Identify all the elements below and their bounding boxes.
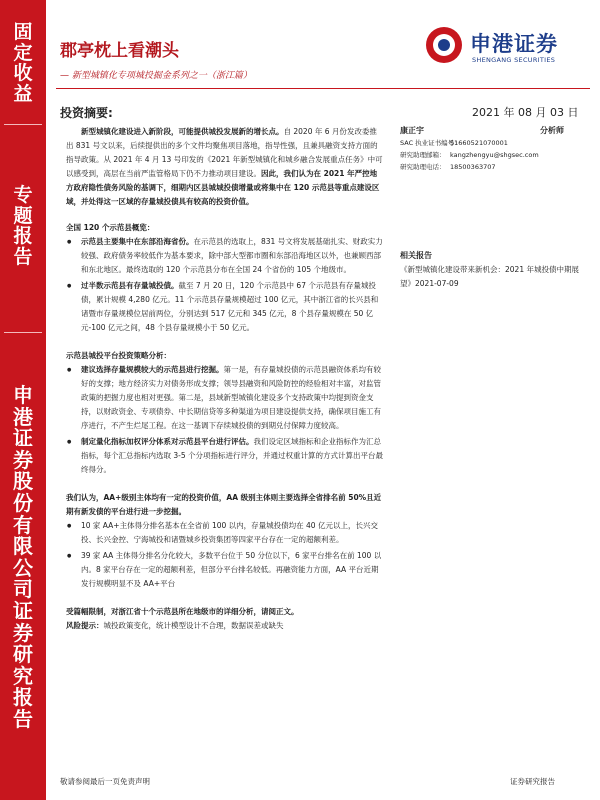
- header-divider: [56, 88, 590, 89]
- info-value: S1660521070001: [450, 139, 508, 147]
- sidebar-char: 告: [13, 706, 33, 731]
- analyst-info-row: [400, 137, 592, 149]
- bullet-list: [66, 519, 384, 591]
- risk-text: 城投政策变化，统计模型设计不合理，数据误差或缺失: [103, 621, 284, 630]
- sidebar-report-type: [0, 185, 46, 267]
- main-content: [66, 125, 384, 633]
- sidebar-char: 告: [13, 245, 33, 268]
- analyst-panel: [400, 124, 592, 173]
- bullet-list: [66, 363, 384, 477]
- bullet-lead: 建议选择存量规模较大的示范县进行挖掘。: [81, 365, 224, 374]
- section-heading: 全国 120 个示范县概览：: [66, 223, 155, 232]
- sidebar-char: 证: [13, 426, 33, 451]
- bullet-text: 第一是，有存量城投债的示范县融资体系均有较好的支撑；地方经济实力对债务形成支撑；领导县融资和风险防控的经验相对丰富，对监管政策的把握力度也相对更强。第二是，县域新型城镇化建设多个支持政策中均提到资金支持，以财政资金、专项债券、中长期信贷等多种渠道为项目建设提供支持，确保项目施工有序进行，不产生烂尾工程。在这一基调下存续城投债的到期兑付保障力度较高。: [81, 365, 381, 430]
- section-heading: 示范县城投平台投资策略分析：: [66, 351, 171, 360]
- intro-conclusion: 因此，我们认为在 2021 年严控地方政府隐性债务风险的基调下，细期内区县城城投债增量或将集中在 120 示范县等重点建设区域，并处得这一区域的存量城投债具有较高的投资价值。: [66, 169, 380, 206]
- info-key: 研究助理电话：: [400, 163, 446, 171]
- logo-text-cn: 申港证券: [470, 31, 558, 56]
- sidebar-divider: [4, 332, 42, 333]
- intro-paragraph: [66, 125, 384, 209]
- footer-label: 证券研究报告: [510, 777, 555, 786]
- list-item: ● 10 家 AA+主体得分排名基本在全省前 100 以内，存量城投债均在 40 亿元以上，长兴交投、长兴金控、宁海城投和诸暨城乡投资集团等四家平台存在一定的超额利差。: [66, 519, 384, 547]
- report-date: 2021 年 08 月 03 日: [472, 106, 579, 119]
- analyst-row: [400, 124, 592, 137]
- bullet-lead: 示范县主要集中在东部沿海省份。: [81, 237, 194, 246]
- sidebar-char: 定: [13, 41, 33, 64]
- list-item: [66, 363, 384, 433]
- report-subtitle: — 新型城镇化专项城投掘金系列之一（浙江篇）: [60, 71, 252, 81]
- sidebar-char: 究: [13, 663, 33, 688]
- sidebar-char: 限: [13, 534, 33, 559]
- list-item: ● 39 家 AA 主体得分排名分化较大，多数平台位于 50 分位以下，6 家平台排名在前 100 以内。8 家平台存在一定的超额利差，但部分平台排名较低。再融资能力方面，AA 平台近期发行规模明显不及 AA+平台: [66, 549, 384, 591]
- list-item: [66, 279, 384, 335]
- report-title: 郡亭枕上看潮头: [60, 41, 179, 61]
- sidebar-char: 收: [13, 62, 33, 85]
- list-item: [66, 235, 384, 277]
- intro-lead: 新型城镇化建设进入新阶段，可能提供城投发展新的增长点。: [81, 127, 284, 136]
- analyst-info-row: [400, 161, 592, 173]
- bullet-text: 我们设定区域指标和企业指标作为汇总指标，每个汇总指标内选取 3-5 个分项指标进行评分，并通过权重计算的方式计算出平台最终得分。: [81, 437, 384, 474]
- conclusion-paragraph: 我们认为，AA+级别主体均有一定的投资价值，AA 级别主体则主要选择全省排名前 50%且近期有新发债的平台进行进一步挖掘。: [66, 493, 382, 516]
- sidebar-category: [0, 22, 46, 104]
- sidebar-char: 股: [13, 469, 33, 494]
- risk-lead: 风险提示：: [66, 621, 104, 630]
- info-key: 研究助理邮箱：: [400, 151, 446, 159]
- sidebar-char: 司: [13, 577, 33, 602]
- sidebar-char: 港: [13, 404, 33, 429]
- bullet-list: [66, 235, 384, 335]
- info-key: SAC 执业证书编号：: [400, 139, 461, 147]
- bullet-lead: 制定量化指标加权评分体系对示范县平台进行评估。: [81, 437, 254, 446]
- info-value: 18500363707: [450, 163, 496, 171]
- sidebar-char: 公: [13, 555, 33, 580]
- intro-text: 自 2020 年 6 月份发改委推出 831 号文以来，后续提供出的多个文件均聚焦项目落地，指导性强，且兼具融资支持方面的指导政策。从 2021 年 4 月 13 号印发的《2021 年新型城镇化和城乡融合发展重点任务》中可以感受到，高层在当前严监管格局下仍不力推动项目建设。: [66, 127, 383, 178]
- note-paragraph: 受篇幅限制，对浙江省十个示范县所在地级市的详细分析，请阅正文。: [66, 607, 299, 616]
- sidebar: [0, 0, 46, 800]
- sidebar-char: 固: [13, 21, 33, 43]
- logo-text-en: SHENGANG SECURITIES: [472, 56, 556, 64]
- sidebar-char: 申: [13, 383, 33, 407]
- logo-mark-icon: [426, 27, 462, 63]
- sidebar-char: 券: [13, 620, 33, 645]
- sidebar-char: 报: [13, 225, 33, 248]
- sidebar-institute: [0, 385, 46, 731]
- company-logo: [426, 25, 586, 75]
- email-link[interactable]: kangzhengyu@shgsec.com: [450, 151, 539, 159]
- list-item: [66, 435, 384, 477]
- related-report-item[interactable]: 《新型城镇化建设带来新机会：2021 年城投债中期展望》2021-07-09: [400, 265, 579, 288]
- sidebar-char: 益: [13, 82, 33, 105]
- sidebar-char: 研: [13, 642, 33, 667]
- bullet-text: 在示范县的选取上，831 号文将发展基础扎实、财政实力较强、政府债务率较低作为基本要求，除中部大型都市圈和东部沿海地区以外，也兼顾西部和东北地区。最终选取的 120 个示范县分布在全国 24 个省份的 105 个地级市。: [81, 237, 383, 274]
- sidebar-char: 份: [13, 490, 33, 515]
- sidebar-char: 证: [13, 598, 33, 623]
- sidebar-char: 专: [13, 184, 33, 206]
- bullet-text: 截至 7 月 20 日，120 个示范县中 67 个示范县有存量城投债，累计规模 4,280 亿元。11 个示范县存量规模超过 100 亿元，其中浙江省的长兴县和诸暨市存量规模位居前两位，分别达到 517 亿元和 345 亿元，8 个县存量规模在 50 亿元-100 亿元之间，48 个县存量规模小于 50 亿元。: [81, 281, 379, 332]
- risk-paragraph: [66, 619, 384, 633]
- footer-disclaimer: 敬请参阅最后一页免责声明: [60, 777, 150, 786]
- analyst-info-row: [400, 149, 592, 161]
- sidebar-divider: [4, 124, 42, 125]
- analyst-role: 分析师: [540, 126, 564, 135]
- sidebar-char: 券: [13, 447, 33, 472]
- sidebar-char: 报: [13, 685, 33, 710]
- sidebar-char: 题: [13, 204, 33, 227]
- analyst-name: 康正宇: [400, 126, 424, 135]
- abstract-heading: 投资摘要:: [60, 106, 113, 120]
- related-reports-heading: 相关报告: [400, 251, 432, 260]
- sidebar-char: 有: [13, 512, 33, 537]
- bullet-lead: 过半数示范县有存量城投债。: [81, 281, 179, 290]
